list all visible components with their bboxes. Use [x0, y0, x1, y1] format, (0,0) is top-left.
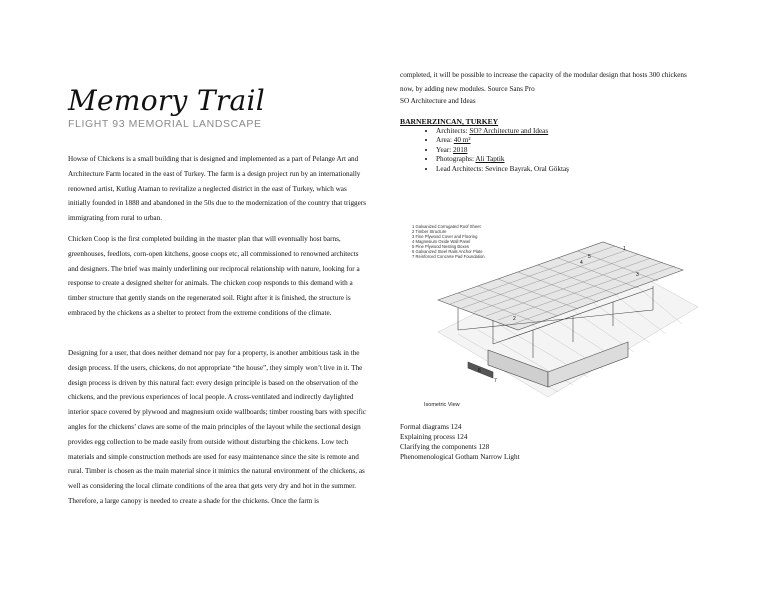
marker-6: 6	[478, 368, 481, 374]
marker-4: 4	[580, 260, 583, 266]
legend-item: 4 Magnesium Oxide Wall Panel	[412, 239, 471, 244]
firm-name: SO Architecture and Ideas	[400, 97, 476, 105]
fact-architects: • Architects: SO? Architecture and Ideas	[436, 127, 706, 136]
marker-3: 3	[636, 272, 639, 278]
references-list	[400, 422, 700, 462]
figure-caption: Isometric View	[424, 402, 460, 408]
reference-item: Explaining process 124	[400, 433, 468, 441]
fact-year: • Year: 2018	[436, 146, 706, 155]
body-paragraph-1: Howse of Chickens is a small building that is designed and implemented as a part of Pelange Art and Architecture Farm located in the east of Turkey. The farm is a design project run by an internationally renowned artist, Kutlug Ataman to revitalize a neglected district in the east of Turkey, which was initially founded in 1888 and abandoned in the 50s due to the modernization of the country that triggers immigrating from rural to urban.	[68, 155, 367, 223]
body-paragraph-2: Chicken Coop is the first completed building in the master plan that will eventually host barns, greenhouses, feedlots, corn-open kitchens, goose coops etc, all commissioned to renowned architects and designers. The brief was mainly underlining our reciprocal relationship with nature, looking for a response to create a designed shelter for animals. The chicken coop responds to this demand with a timber structure that gently stands on the regenerated soil. Right after it is finished, the structure is embraced by the chickens as a shelter to protect from the extreme conditions of the climate.	[68, 235, 360, 317]
project-facts-list	[400, 127, 706, 174]
page-title: Memory Trail	[68, 84, 266, 117]
project-heading: BARNERZINCAN, TURKEY	[400, 117, 499, 126]
page-subtitle: FLIGHT 93 MEMORIAL LANDSCAPE	[68, 118, 262, 130]
legend-item: 2 Timber Structure	[412, 229, 447, 234]
fact-area: • Area: 40 m²	[436, 136, 706, 145]
legend-item: 5 Pine Plywood Nesting Boxes	[412, 244, 470, 249]
reference-item: Clarifying the components 128	[400, 443, 490, 451]
fact-photographs: • Photographs: Ali Taptik	[436, 155, 706, 164]
legend-item: 7 Reinforced Concrete Pad Foundation	[412, 254, 485, 259]
continued-paragraph: completed, it will be possible to increase the capacity of the modular design that hosts 300 chickens now, by adding new modules. Source Sans Pro	[400, 71, 687, 93]
fact-lead-architects: • Lead Architects: Sevince Bayrak, Oral Göktaş	[436, 165, 706, 174]
legend-item: 6 Galvanized Steel Rails Anchor Plate	[412, 249, 483, 254]
marker-5: 5	[588, 254, 591, 260]
body-paragraph-3: Designing for a user, that does neither demand nor pay for a property, is another ambitious task in the design process. If the users, chickens, do not appropriate “the house”, they simply won’t live in it. The design process is driven by this natural fact: every design principle is based on the observation of the chickens, and the previous experiences of local people. A cross-ventilated and indirectly daylighted interior space covered by plywood and magnesium oxide wallboards; timber roosting bars with specific angles for the chickens’ claws are some of the main principles of the layout while the sectional design provides egg collection to be made easily from outside without disturbing the chickens. Low tech materials and simple construction methods are used for easy maintenance since the site is remote and rural. Timber is chosen as the main material since it mimics the natural environment of the chickens, as well as considering the local climate conditions of the area that gets very dry and hot in the summer. Therefore, a large canopy is needed to create a shade for the chickens. Once the farm is	[68, 349, 367, 505]
reference-item: Phenomenological Gotham Narrow Light	[400, 453, 520, 461]
marker-7: 7	[494, 378, 497, 384]
marker-2: 2	[513, 316, 516, 322]
reference-item: Formal diagrams 124	[400, 423, 462, 431]
legend-item: 1 Galvanized Corrugated Roof Sheet	[412, 224, 481, 229]
isometric-drawing	[398, 212, 698, 412]
legend-item: 3 Fine Plywood Cover and Flooring	[412, 234, 478, 239]
marker-1: 1	[623, 246, 626, 252]
